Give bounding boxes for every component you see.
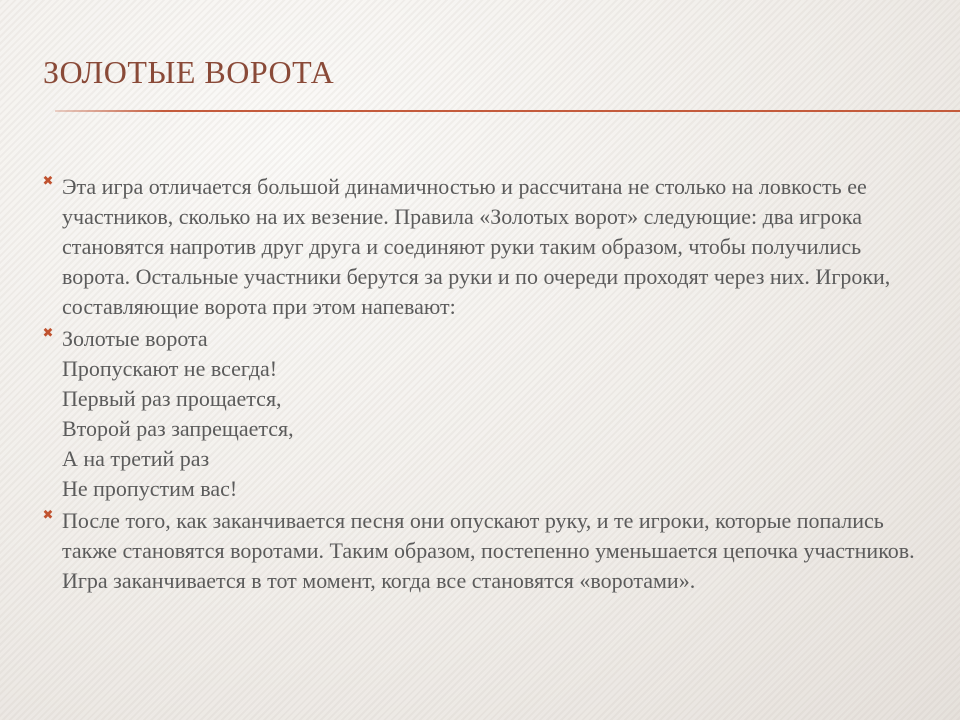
bullet-item-game-end: [40, 506, 920, 596]
bullet-text: Эта игра отличается большой динамичностью и рассчитана не столько на ловкость ее участников, сколько на их везение. Правила «Золотых ворот» следующие: два игрока становятся напротив друг друга и соединяют руки таким образом, чтобы получились ворота. Остальные участники берутся за руки и по очереди проходят через них. Игроки, составляющие ворота при этом напевают:: [62, 174, 891, 319]
slide-title: ЗОЛОТЫЕ ВОРОТА: [43, 54, 335, 90]
bullet-text: После того, как заканчивается песня они опускают руку, и те игроки, которые попались также становятся воротами. Таким образом, постепенно уменьшается цепочка участников. Игра заканчивается в тот момент, когда все становятся «воротами».: [62, 508, 915, 593]
x-mark-icon: ✖: [42, 174, 54, 189]
slide-content: [40, 172, 920, 598]
bullet-item-game-description: [40, 172, 920, 322]
title-underline: [55, 110, 960, 112]
song-line: Пропускают не всегда!: [62, 356, 278, 381]
song-line: Золотые ворота: [62, 326, 208, 351]
song-line: А на третий раз: [62, 446, 210, 471]
bullet-item-song: [40, 324, 920, 504]
song-line: Не пропустим вас!: [62, 476, 238, 501]
x-mark-icon: ✖: [42, 326, 54, 341]
song-line: Первый раз прощается,: [62, 386, 282, 411]
song-line: Второй раз запрещается,: [62, 416, 294, 441]
x-mark-icon: ✖: [42, 508, 54, 523]
